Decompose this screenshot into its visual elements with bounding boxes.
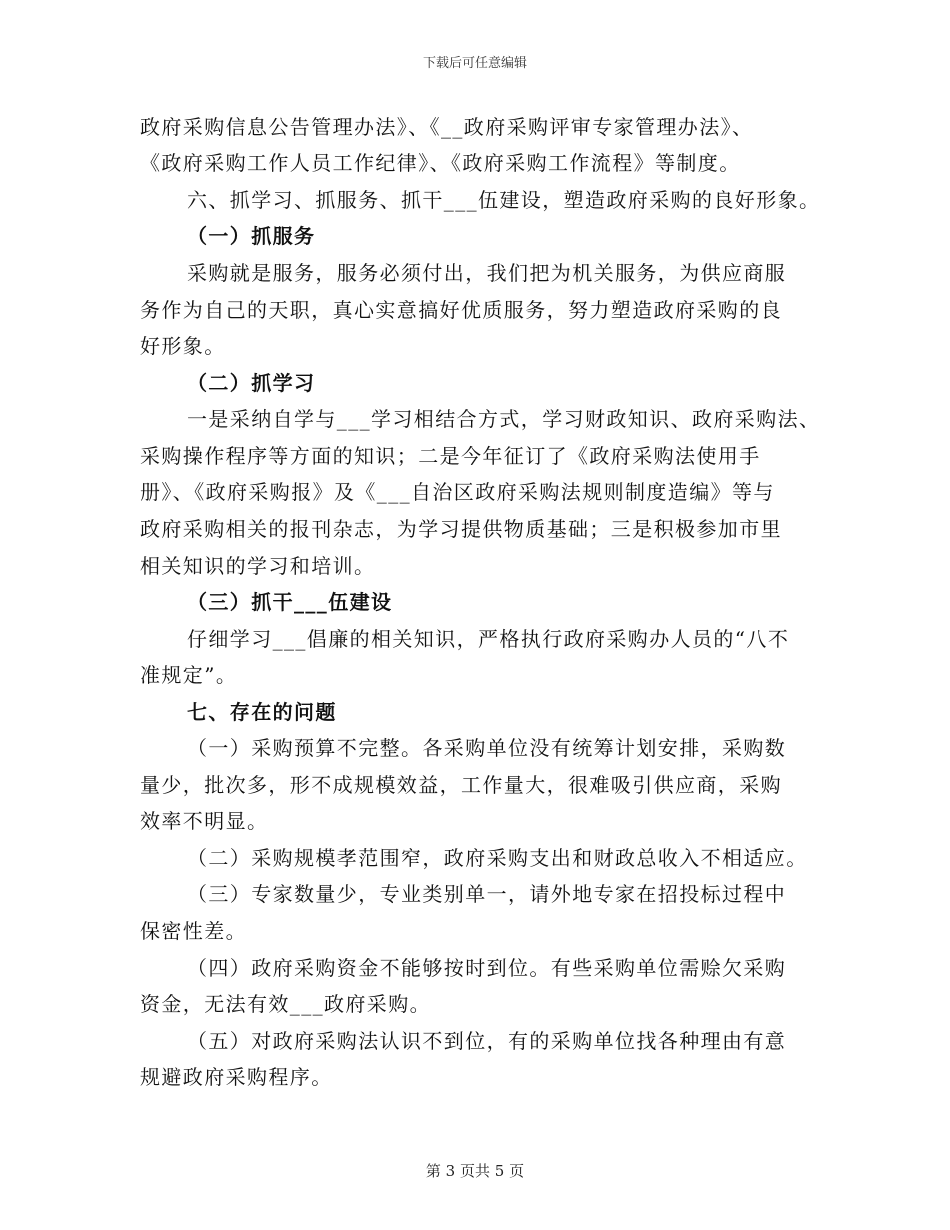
body-line: 政府采购相关的报刊杂志，为学习提供物质基础；三是积极参加市里 (140, 517, 782, 541)
body-line: 效率不明显。 (140, 809, 269, 833)
body-line: 好形象。 (140, 334, 226, 358)
section-heading: （三）抓干___伍建设 (187, 590, 393, 614)
body-line: 务作为自己的天职，真心实意搞好优质服务，努力塑造政府采购的良 (140, 298, 782, 322)
body-line: 仔细学习___倡廉的相关知识，严格执行政府采购办人员的“八不 (187, 627, 790, 651)
section-heading: （二）抓学习 (187, 371, 316, 395)
body-line: （四）政府采购资金不能够按时到位。有些采购单位需赊欠采购 (187, 956, 787, 980)
body-line: 册》、《政府采购报》及《___自治区政府采购法规则制度造编》等与 (140, 480, 775, 504)
body-line: 相关知识的学习和培训。 (140, 554, 376, 578)
body-line: 一是采纳自学与___学习相结合方式，学习财政知识、政府采购法、 (187, 407, 821, 431)
body-line: （三）专家数量少，专业类别单一，请外地专家在招投标过程中 (187, 882, 787, 906)
body-line: 采购就是服务，服务必须付出，我们把为机关服务，为供应商服 (187, 261, 787, 285)
body-line: 六、抓学习、抓服务、抓干___伍建设，塑造政府采购的良好形象。 (187, 188, 821, 212)
body-line: 规避政府采购程序。 (140, 1065, 333, 1089)
body-line: （一）采购预算不完整。各采购单位没有统筹计划安排，采购数 (187, 736, 787, 760)
body-line: 政府采购信息公告管理办法》、《__政府采购评审专家管理办法》、 (140, 115, 754, 139)
body-line: 资金，无法有效___政府采购。 (140, 992, 431, 1016)
body-line: 《政府采购工作人员工作纪律》、《政府采购工作流程》等制度。 (140, 151, 741, 175)
body-line: 保密性差。 (140, 919, 247, 943)
body-line: 采购操作程序等方面的知识；二是今年征订了《政府采购法使用手 (140, 444, 761, 468)
section-heading: （一）抓服务 (187, 224, 316, 248)
body-line: （五）对政府采购法认识不到位，有的采购单位找各种理由有意 (187, 1029, 787, 1053)
section-heading: 七、存在的问题 (187, 700, 337, 724)
body-line: （二）采购规模孝范围窄，政府采购支出和财政总收入不相适应。 (187, 846, 808, 870)
body-line: 准规定”。 (140, 663, 238, 687)
page-header: 下载后可任意编辑 (422, 56, 527, 71)
page-footer: 第 3 页共 5 页 (425, 1162, 525, 1180)
body-line: 量少，批次多，形不成规模效益，工作量大，很难吸引供应商，采购 (140, 773, 782, 797)
